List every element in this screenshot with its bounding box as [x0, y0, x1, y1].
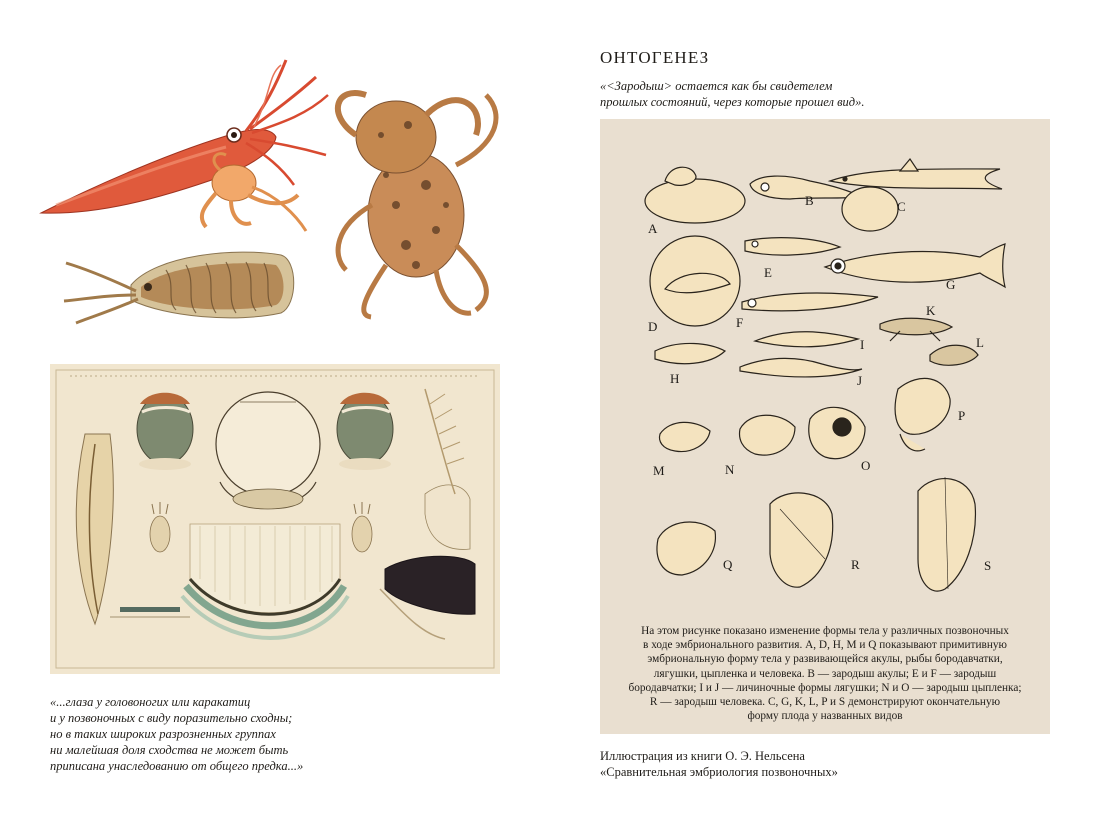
quote-line: ни малейшая доля сходства не может быть — [50, 743, 289, 757]
caption-line: бородавчатки; I и J — личиночные формы лягушки; N и O — зародыш цыпленка; — [628, 681, 1022, 694]
label-j: J — [857, 373, 863, 388]
quote-line: «...глаза у головоногих или каракатиц — [50, 695, 251, 709]
caption-line: На этом рисунке показано изменение формы тела у различных позвоночных — [641, 625, 1009, 637]
label-m: M — [653, 463, 665, 478]
epigraph — [600, 78, 1080, 110]
caption-line: эмбриональную форму тела у развивающейся акулы, рыбы бородавчатки, — [647, 653, 1003, 666]
quote-line: приписана унаследованию от общего предка...» — [50, 759, 304, 773]
cephalopods-illustration — [36, 55, 516, 325]
page-title: ОНТОГЕНЕЗ — [600, 48, 710, 67]
label-q: Q — [723, 557, 733, 572]
label-c: C — [897, 199, 906, 214]
squid-illustration — [41, 60, 328, 213]
caption-line: лягушки, цыпленка и человека. B — зародыш акулы; E и F — зародыш — [653, 667, 997, 680]
figure-caption — [612, 624, 1038, 723]
illustration-source — [600, 748, 1080, 780]
label-o: O — [861, 458, 871, 473]
label-k: K — [926, 303, 936, 318]
embryo-figure-d — [650, 236, 740, 326]
label-a: A — [648, 221, 658, 236]
source-line: Иллюстрация из книги О. Э. Нельсена — [600, 749, 805, 763]
quote-line: и у позвоночных с виду поразительно сходны; — [50, 711, 293, 725]
epigraph-line: «<Зародыш> остается как бы свидетелем — [600, 79, 833, 93]
label-h: H — [670, 371, 680, 386]
caption-line: R — зародыш человека. C, G, K, L, P и S демонстрируют окончательную — [649, 696, 1001, 709]
epigraph-line: прошлых состояний, через которые прошел вид». — [600, 95, 865, 109]
label-r: R — [851, 557, 860, 572]
large-octopus-illustration — [338, 93, 496, 317]
label-s: S — [984, 558, 992, 573]
quote-line: но в таких широких разрозненных группах — [50, 727, 276, 741]
caption-line: форму плода у названных видов — [747, 710, 903, 723]
label-l: L — [976, 335, 984, 350]
caption-line: в ходе эмбрионального развития. A, D, H, M и Q показывают примитивную — [643, 639, 1007, 652]
label-p: P — [958, 408, 966, 423]
label-i: I — [860, 337, 865, 352]
label-d: D — [648, 319, 658, 334]
label-g: G — [946, 277, 956, 292]
label-f: F — [736, 315, 744, 330]
label-n: N — [725, 462, 735, 477]
eye-anatomy-plate — [50, 364, 500, 674]
label-e: E — [764, 265, 772, 280]
cuttlefish-illustration — [64, 252, 294, 323]
label-b: B — [805, 193, 814, 208]
source-line: «Сравнительная эмбриология позвоночных» — [600, 765, 838, 779]
cephalopod-eye-quote — [50, 694, 520, 774]
